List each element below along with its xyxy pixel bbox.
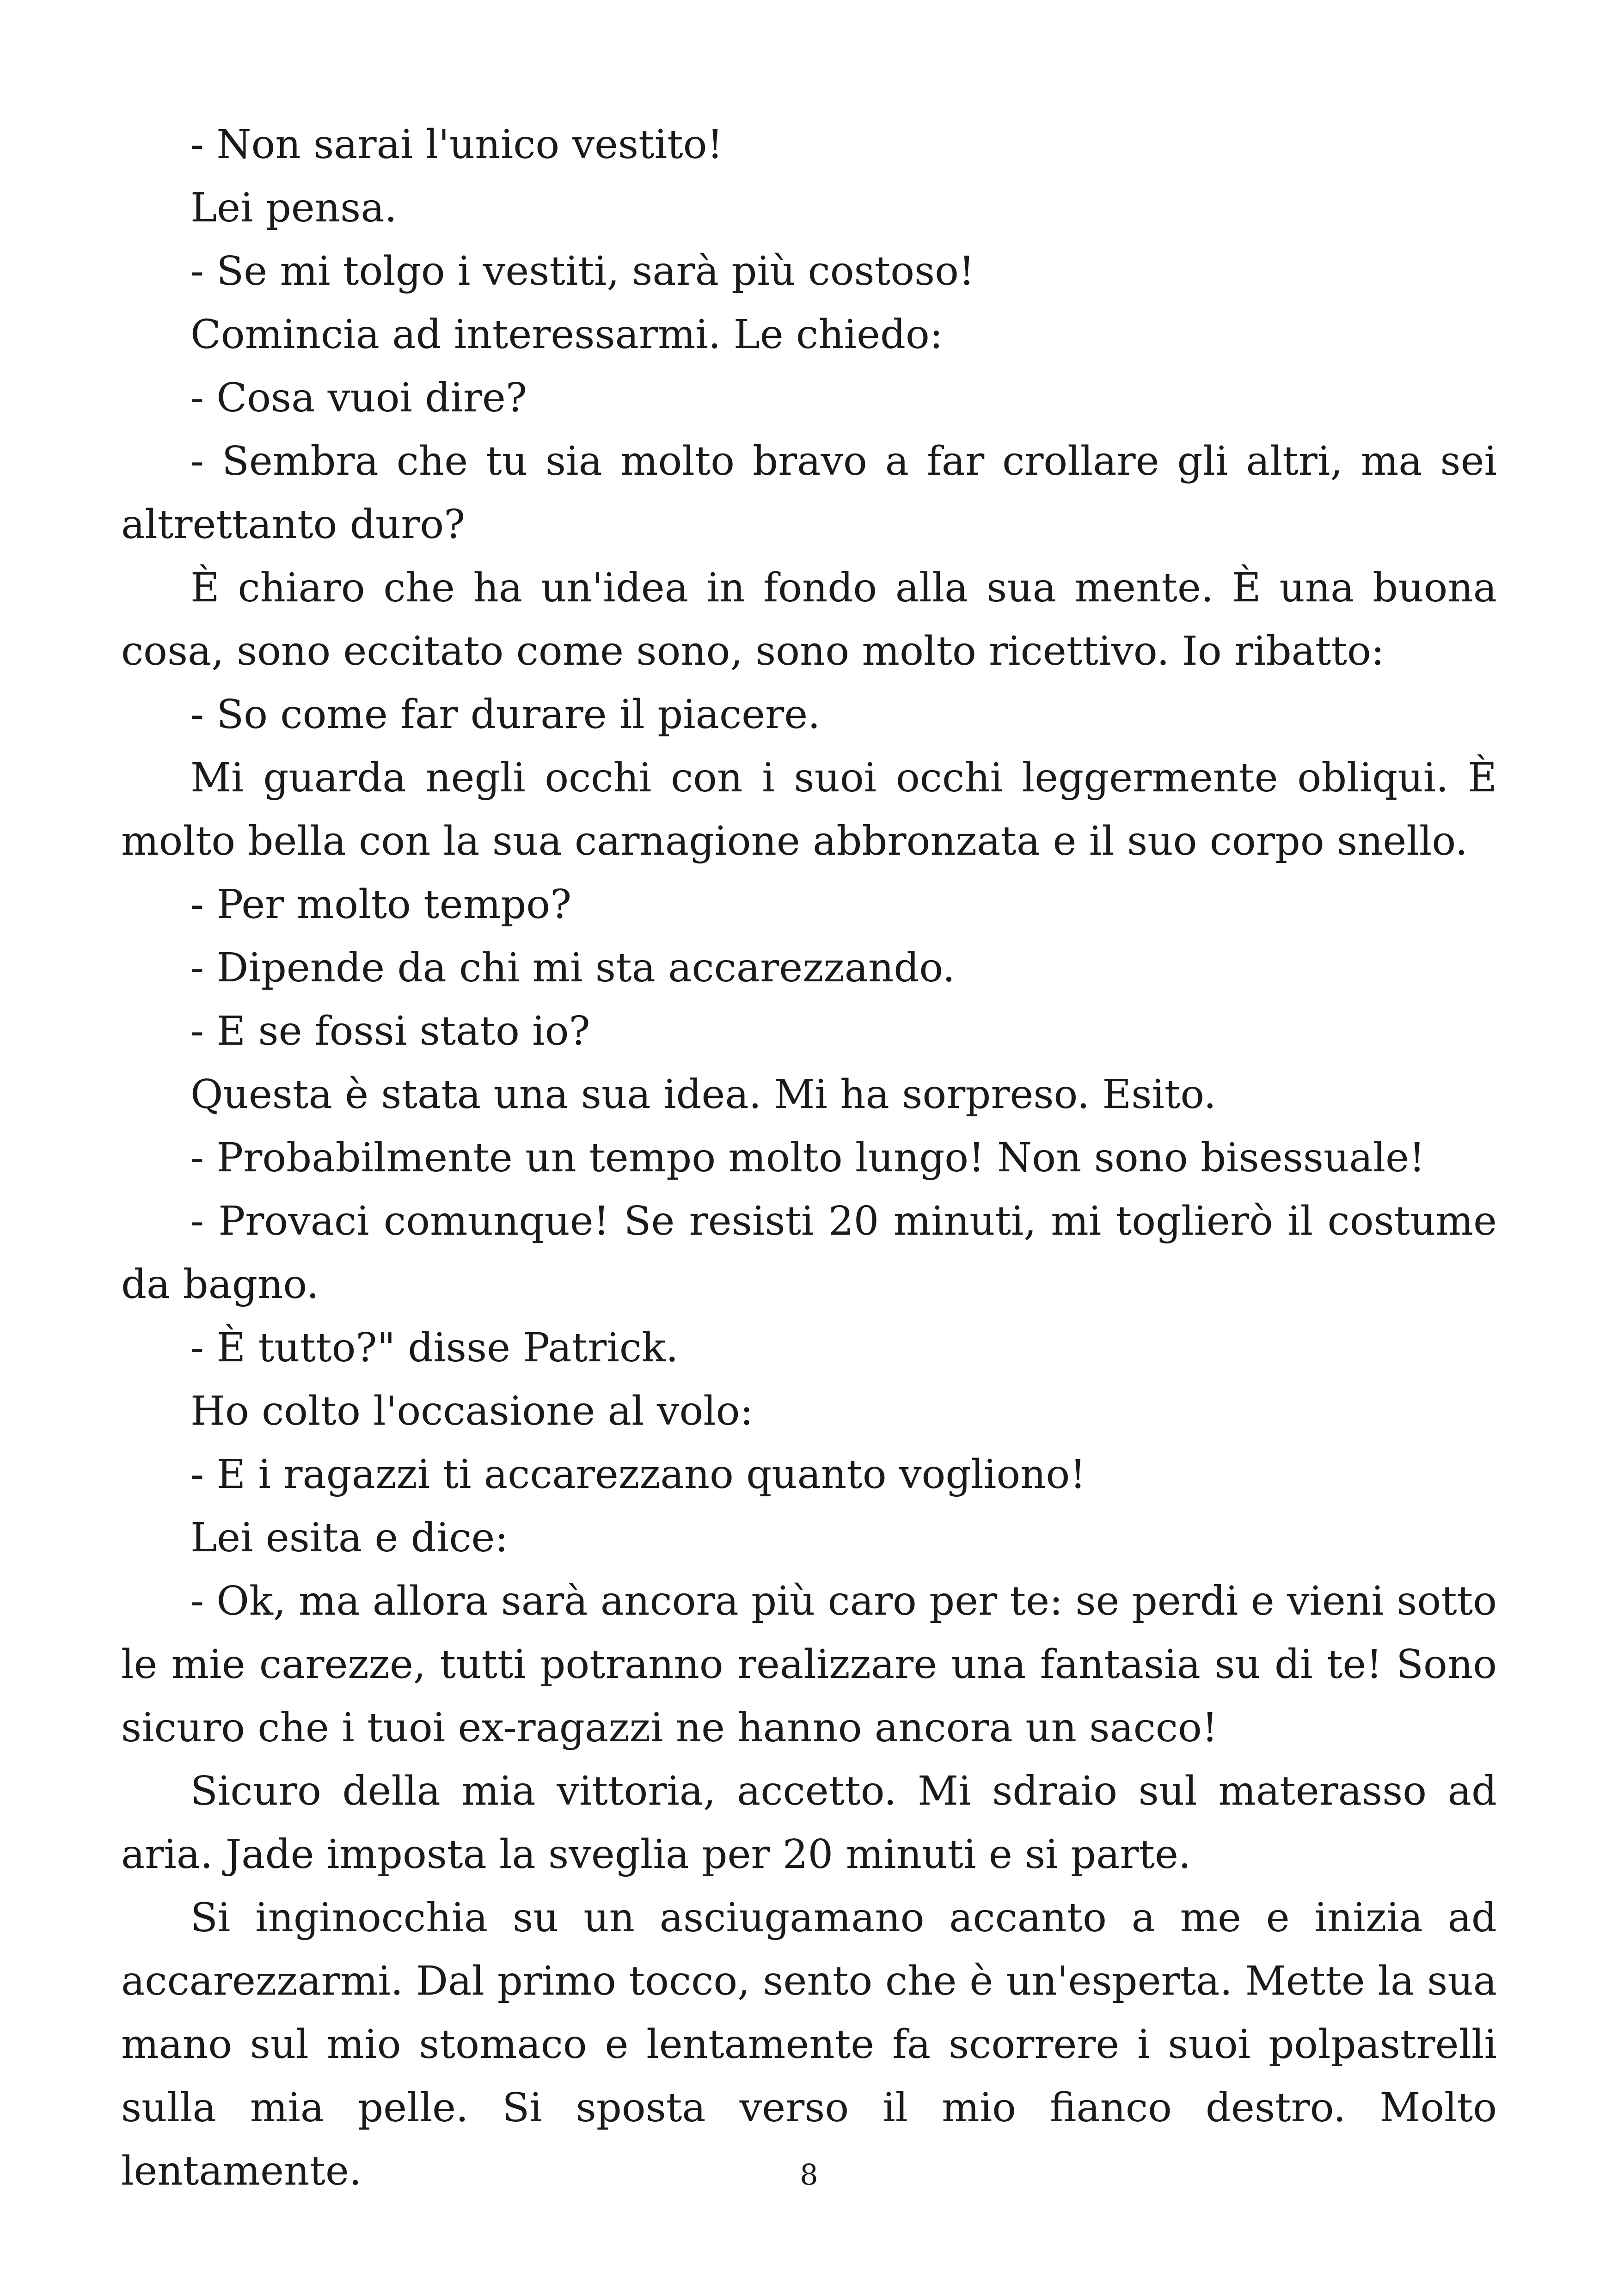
paragraph: - Probabilmente un tempo molto lungo! Non sono bisessuale! xyxy=(190,1135,1425,1181)
paragraph: Lei pensa. xyxy=(190,185,397,231)
paragraph: - E se fossi stato io? xyxy=(190,1008,590,1054)
page-number: 8 xyxy=(800,2158,818,2192)
paragraph: Ho colto l'occasione al volo: xyxy=(190,1388,754,1434)
paragraph: Comincia ad interessarmi. Le chiedo: xyxy=(190,312,943,358)
paragraph: - So come far durare il piacere. xyxy=(190,692,821,738)
paragraph: Lei esita e dice: xyxy=(190,1515,509,1561)
paragraph: Questa è stata una sua idea. Mi ha sorpreso. Esito. xyxy=(190,1071,1216,1118)
paragraph: - Sembra che tu sia molto bravo a far crollare gli altri, ma sei altrettanto duro? xyxy=(121,438,1497,548)
paragraph: - Provaci comunque! Se resisti 20 minuti, mi toglierò il costume da bagno. xyxy=(121,1198,1497,1308)
paragraph: Sicuro della mia vittoria, accetto. Mi sdraio sul materasso ad aria. Jade imposta la sveglia per 20 minuti e si parte. xyxy=(121,1768,1497,1878)
paragraph: È chiaro che ha un'idea in fondo alla sua mente. È una buona cosa, sono eccitato come sono, sono molto ricettivo. Io ribatto: xyxy=(121,565,1497,674)
paragraph: - Ok, ma allora sarà ancora più caro per te: se perdi e vieni sotto le mie carezze, tutti potranno realizzare una fantasia su di te! Sono sicuro che i tuoi ex-ragazzi ne hanno ancora un sacco! xyxy=(121,1578,1497,1751)
paragraph: - Se mi tolgo i vestiti, sarà più costoso! xyxy=(190,248,975,294)
paragraph: - È tutto?" disse Patrick. xyxy=(190,1325,679,1371)
paragraph: Si inginocchia su un asciugamano accanto a me e inizia ad accarezzarmi. Dal primo tocco, sento che è un'esperta. Mette la sua mano sul mio stomaco e lentamente fa scorrere i suoi polpastrelli sulla mia pelle. Si sposta verso il mio fianco destro. Molto lentamente. xyxy=(121,1895,1497,2194)
paragraph: - Dipende da chi mi sta accarezzando. xyxy=(190,945,956,991)
paragraph: - Per molto tempo? xyxy=(190,882,572,928)
paragraph: Mi guarda negli occhi con i suoi occhi leggermente obliqui. È molto bella con la sua carnagione abbronzata e il suo corpo snello. xyxy=(121,755,1497,864)
paragraph: - E i ragazzi ti accarezzano quanto vogliono! xyxy=(190,1451,1086,1498)
paragraph: - Non sarai l'unico vestito! xyxy=(190,122,723,168)
paragraph: - Cosa vuoi dire? xyxy=(190,375,527,421)
body-text xyxy=(121,113,1497,2203)
